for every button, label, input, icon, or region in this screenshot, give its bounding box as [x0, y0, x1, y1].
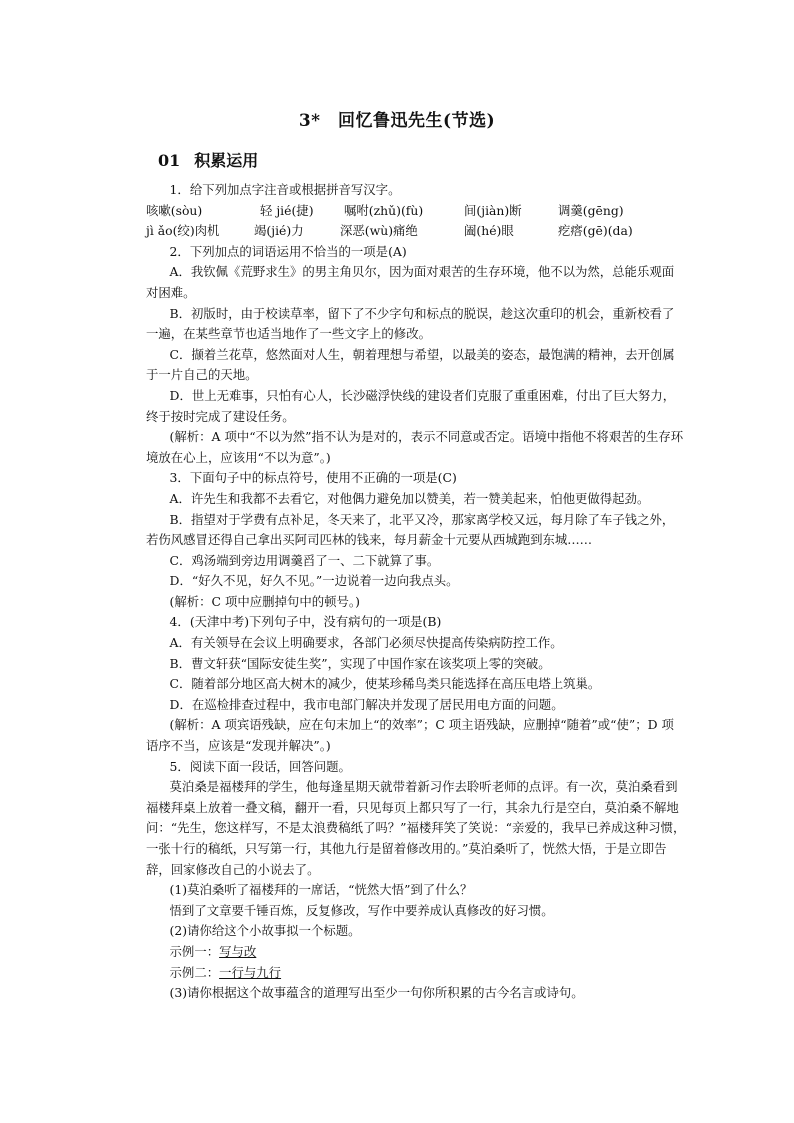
q2-option-c: C．撷着兰花草，悠然面对人生，朝着理想与希望，以最美的姿态，最饱满的精神，去开创属于一片自己的天地。 [146, 346, 675, 383]
q1-item: 阖(hé)眼 [464, 223, 514, 239]
q1-stem: 1．给下列加点字注音或根据拼音写汉字。 [169, 182, 401, 197]
q1-item: 轻 jié(捷) [260, 202, 314, 218]
q2-option-d: D．世上无难事，只怕有心人，长沙磁浮快线的建设者们克服了重重困难，付出了巨大努力，终于按时完成了建设任务。 [146, 387, 676, 424]
q4-option-b: B．曹文轩获“国际安徒生奖”，实现了中国作家在该奖项上零的突破。 [169, 655, 551, 671]
q2-analysis: (解析：A 项中“不以为然”指不认为是对的，表示不同意或否定。语境中指他不将艰苦的生存环境放在心上，应该用“不以为意”。) [146, 429, 684, 465]
q1-item: 嘱咐(zhǔ)(fù) [344, 202, 424, 218]
q1-row-1 [146, 201, 686, 222]
example-answer: 写与改 [219, 943, 257, 959]
q4-analysis: (解析：A 项宾语残缺，应在句末加上“的效率”；C 项主语残缺，应删掉“随着”或“使”；D 项语序不当，应该是“发现并解决”。) [146, 717, 674, 754]
q1-item: 疙瘩(gē)(da) [558, 223, 633, 239]
q5-example-1 [146, 942, 686, 963]
q1-item: 调羹(gēng) [558, 202, 624, 218]
q1-item: 间(jiàn)断 [464, 202, 522, 218]
q2-option-a: A．我钦佩《荒野求生》的男主角贝尔，因为面对艰苦的生存环境，他不以为然，总能乐观面对困难。 [146, 264, 675, 300]
q3-option-c: C．鸡汤端到旁边用调羹舀了一、二下就算了事。 [169, 552, 440, 568]
q5-sub2: (2)请你给这个小故事拟一个标题。 [169, 923, 361, 939]
example-label: 示例一： [169, 943, 220, 959]
q5-answer1: 悟到了文章要千锤百炼，反复修改，写作中要养成认真修改的好习惯。 [169, 902, 554, 918]
q3-option-b: B．指望对于学费有点补足，冬天来了，北平又冷，那家离学校又远，每月除了车子钱之外，若伤风感冒还得自己拿出买阿司匹林的钱来，每月薪金十元要从西城跑到东城…… [146, 511, 675, 548]
q4-option-d: D．在巡检排查过程中，我市电部门解决并发现了居民用电方面的问题。 [169, 696, 564, 712]
q5-passage: 莫泊桑是福楼拜的学生，他每逢星期天就带着新习作去聆听老师的点评。有一次，莫泊桑看到福楼拜桌上放着一叠文稿，翻开一看，只见每页上都只写了一行，其余九行是空白，莫泊桑不解地问：“先生，您这样写，不是太浪费稿纸了吗？”福楼拜笑了笑说：“亲爱的，我早已养成这种习惯，一张十行的稿纸，只写第一行，其他九行是留着修改用的。”莫泊桑听了，恍然大悟，于是立即告辞，回家修改自己的小说去了。 [146, 779, 686, 877]
q5-stem: 5．阅读下面一段话，回答问题。 [169, 758, 351, 774]
q3-option-d: D．“好久不见，好久不见。”一边说着一边向我点头。 [169, 573, 459, 589]
section-title: 积累运用 [194, 151, 259, 170]
section-number: 01 [158, 151, 181, 170]
example-answer: 一行与九行 [219, 964, 282, 980]
question-content [146, 180, 686, 1004]
q2-option-b: B．初版时，由于校读草率，留下了不少字句和标点的脱误，趁这次重印的机会，重新校看了一遍，在某些章节也适当地作了一些文字上的修改。 [146, 305, 675, 342]
section-heading [158, 148, 258, 171]
example-label: 示例二： [169, 964, 220, 980]
q1-item: 咳嗽(sòu) [146, 202, 203, 218]
q1-item: jì ǎo(绞)肉机 [146, 223, 220, 239]
q1-item: 竭(jié)力 [254, 223, 304, 239]
lesson-title: 3* 回忆鲁迅先生(节选) [298, 111, 496, 131]
q5-example-2 [146, 963, 686, 984]
q3-option-a: A．许先生和我都不去看它，对他偶力避免加以赞美，若一赞美起来，怕他更做得起劲。 [169, 490, 650, 506]
q4-stem: 4．(天津中考)下列句子中，没有病句的一项是(B) [169, 614, 442, 630]
q5-sub1: (1)莫泊桑听了福楼拜的一席话，“恍然大悟”到了什么？ [169, 882, 473, 898]
q3-stem: 3．下面句子中的标点符号，使用不正确的一项是(C) [169, 470, 457, 486]
q1-item: 深恶(wù)痛绝 [340, 223, 418, 239]
q1-row-2 [146, 221, 686, 242]
q3-analysis: (解析：C 项中应删掉句中的顿号。) [169, 593, 360, 609]
q4-option-c: C．随着部分地区高大树木的减少，使某珍稀鸟类只能选择在高压电塔上筑巢。 [169, 676, 601, 692]
q2-stem: 2．下列加点的词语运用不恰当的一项是(A) [169, 243, 407, 259]
q5-sub3: (3)请你根据这个故事蕴含的道理写出至少一句你所积累的古今名言或诗句。 [169, 985, 584, 1001]
q4-option-a: A．有关领导在会议上明确要求，各部门必须尽快提高传染病防控工作。 [169, 635, 563, 651]
